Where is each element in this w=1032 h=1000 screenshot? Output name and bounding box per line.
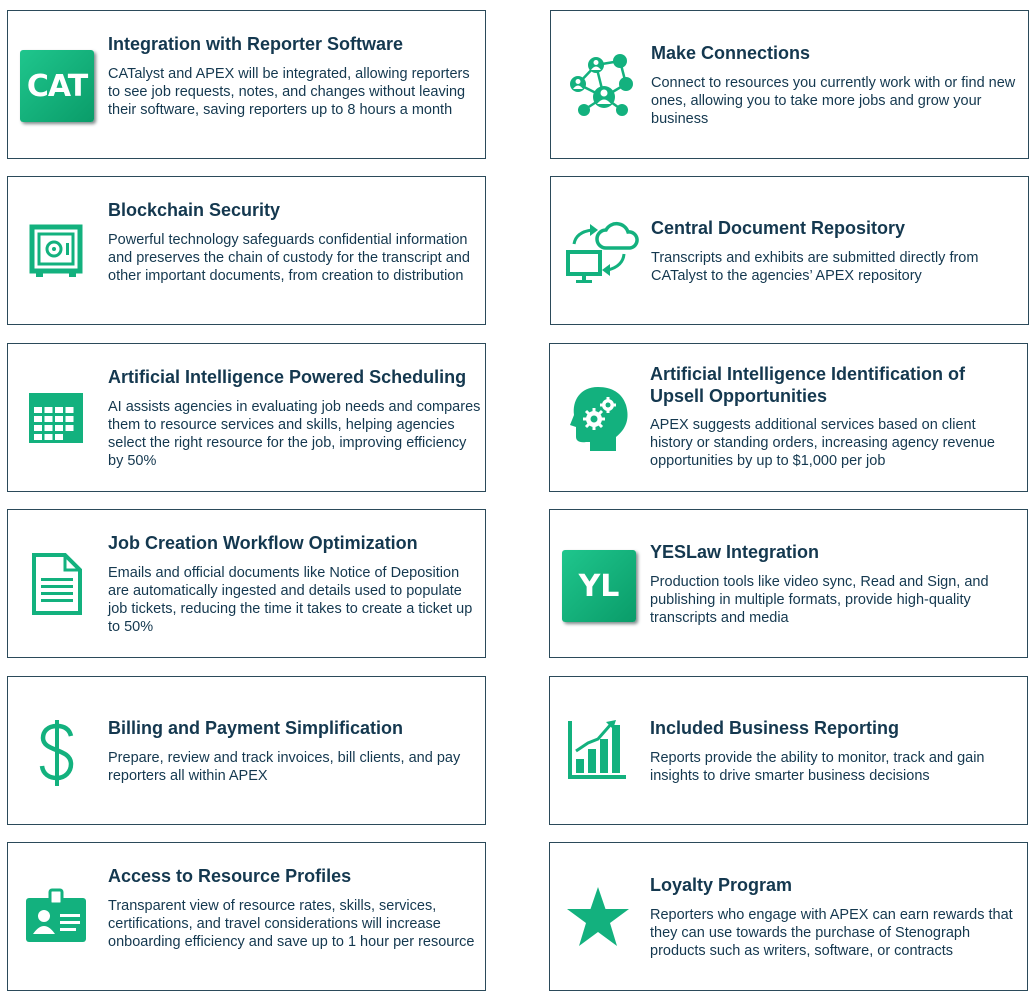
feature-card xyxy=(549,509,1028,658)
feature-description: APEX suggests additional services based on client history or standing orders, increasing agency revenue opportunities by up to $1,000 per job xyxy=(650,417,995,469)
feature-title: Blockchain Security xyxy=(108,200,281,220)
feature-description: Prepare, review and track invoices, bill clients, and pay reporters all within APEX xyxy=(108,750,461,784)
yeslaw-logo-icon: YL xyxy=(560,548,638,624)
safe-icon xyxy=(20,217,92,289)
feature-title: Artificial Intelligence Powered Scheduling xyxy=(108,367,467,387)
network-icon xyxy=(563,47,639,123)
feature-card xyxy=(7,10,486,159)
dollar-icon xyxy=(22,715,92,791)
feature-title: Loyalty Program xyxy=(650,875,793,895)
feature-title: YESLaw Integration xyxy=(650,542,820,562)
calendar-icon xyxy=(20,382,92,454)
feature-description: Powerful technology safeguards confidential information and preserves the chain of custody for the transcript and other important documents, from creation to distribution xyxy=(108,232,470,284)
bar-chart-icon xyxy=(562,713,634,785)
feature-card xyxy=(7,343,486,492)
feature-card xyxy=(7,176,486,325)
feature-description: Emails and official documents like Notice of Deposition are automatically ingested and details used to populate job tickets, reducing the time it takes to create a ticket up to 50% xyxy=(108,565,473,635)
feature-card xyxy=(550,176,1029,325)
feature-title: Included Business Reporting xyxy=(650,718,900,738)
feature-description: CATalyst and APEX will be integrated, allowing reporters to see job requests, notes, and changes without leaving their software, saving reporters up to 8 hours a month xyxy=(108,66,470,118)
feature-card xyxy=(550,10,1029,159)
feature-title: Central Document Repository xyxy=(651,218,906,238)
feature-description: Production tools like video sync, Read and Sign, and publishing in multiple formats, provide high-quality transcripts and media xyxy=(650,574,989,626)
feature-card xyxy=(7,842,486,991)
feature-description: Transcripts and exhibits are submitted directly from CATalyst to the agencies’ APEX repository xyxy=(651,250,979,284)
feature-card xyxy=(549,842,1028,991)
feature-title: Billing and Payment Simplification xyxy=(108,718,404,738)
feature-card xyxy=(7,676,486,825)
cloud-sync-icon xyxy=(561,213,641,293)
star-icon xyxy=(562,881,634,953)
feature-title: Artificial Intelligence Identification of Upsell Opportunities xyxy=(650,364,966,406)
feature-description: Connect to resources you currently work with or find new ones, allowing you to take more jobs and grow your business xyxy=(651,75,1016,127)
feature-description: AI assists agencies in evaluating job needs and compares them to resource services and skills, helping agencies select the right resource for the job, improving efficiency by 50% xyxy=(108,399,481,469)
feature-title: Job Creation Workflow Optimization xyxy=(108,533,418,553)
feature-title: Integration with Reporter Software xyxy=(108,34,404,54)
feature-card xyxy=(549,343,1028,492)
id-badge-icon xyxy=(18,881,94,953)
cat-logo-icon: CAT xyxy=(19,49,95,123)
feature-card xyxy=(549,676,1028,825)
feature-description: Reports provide the ability to monitor, track and gain insights to drive smarter business decisions xyxy=(650,750,985,784)
feature-description: Transparent view of resource rates, skills, services, certifications, and travel considerations will increase onboarding efficiency and save up to 1 hour per resource xyxy=(108,898,475,950)
feature-description: Reporters who engage with APEX can earn rewards that they can use towards the purchase of Stenograph products such as writers, software, or contracts xyxy=(650,907,1013,959)
feature-title: Access to Resource Profiles xyxy=(108,866,352,886)
feature-title: Make Connections xyxy=(651,43,811,63)
head-gears-icon xyxy=(564,382,636,454)
feature-card xyxy=(7,509,486,658)
document-icon xyxy=(22,548,92,620)
